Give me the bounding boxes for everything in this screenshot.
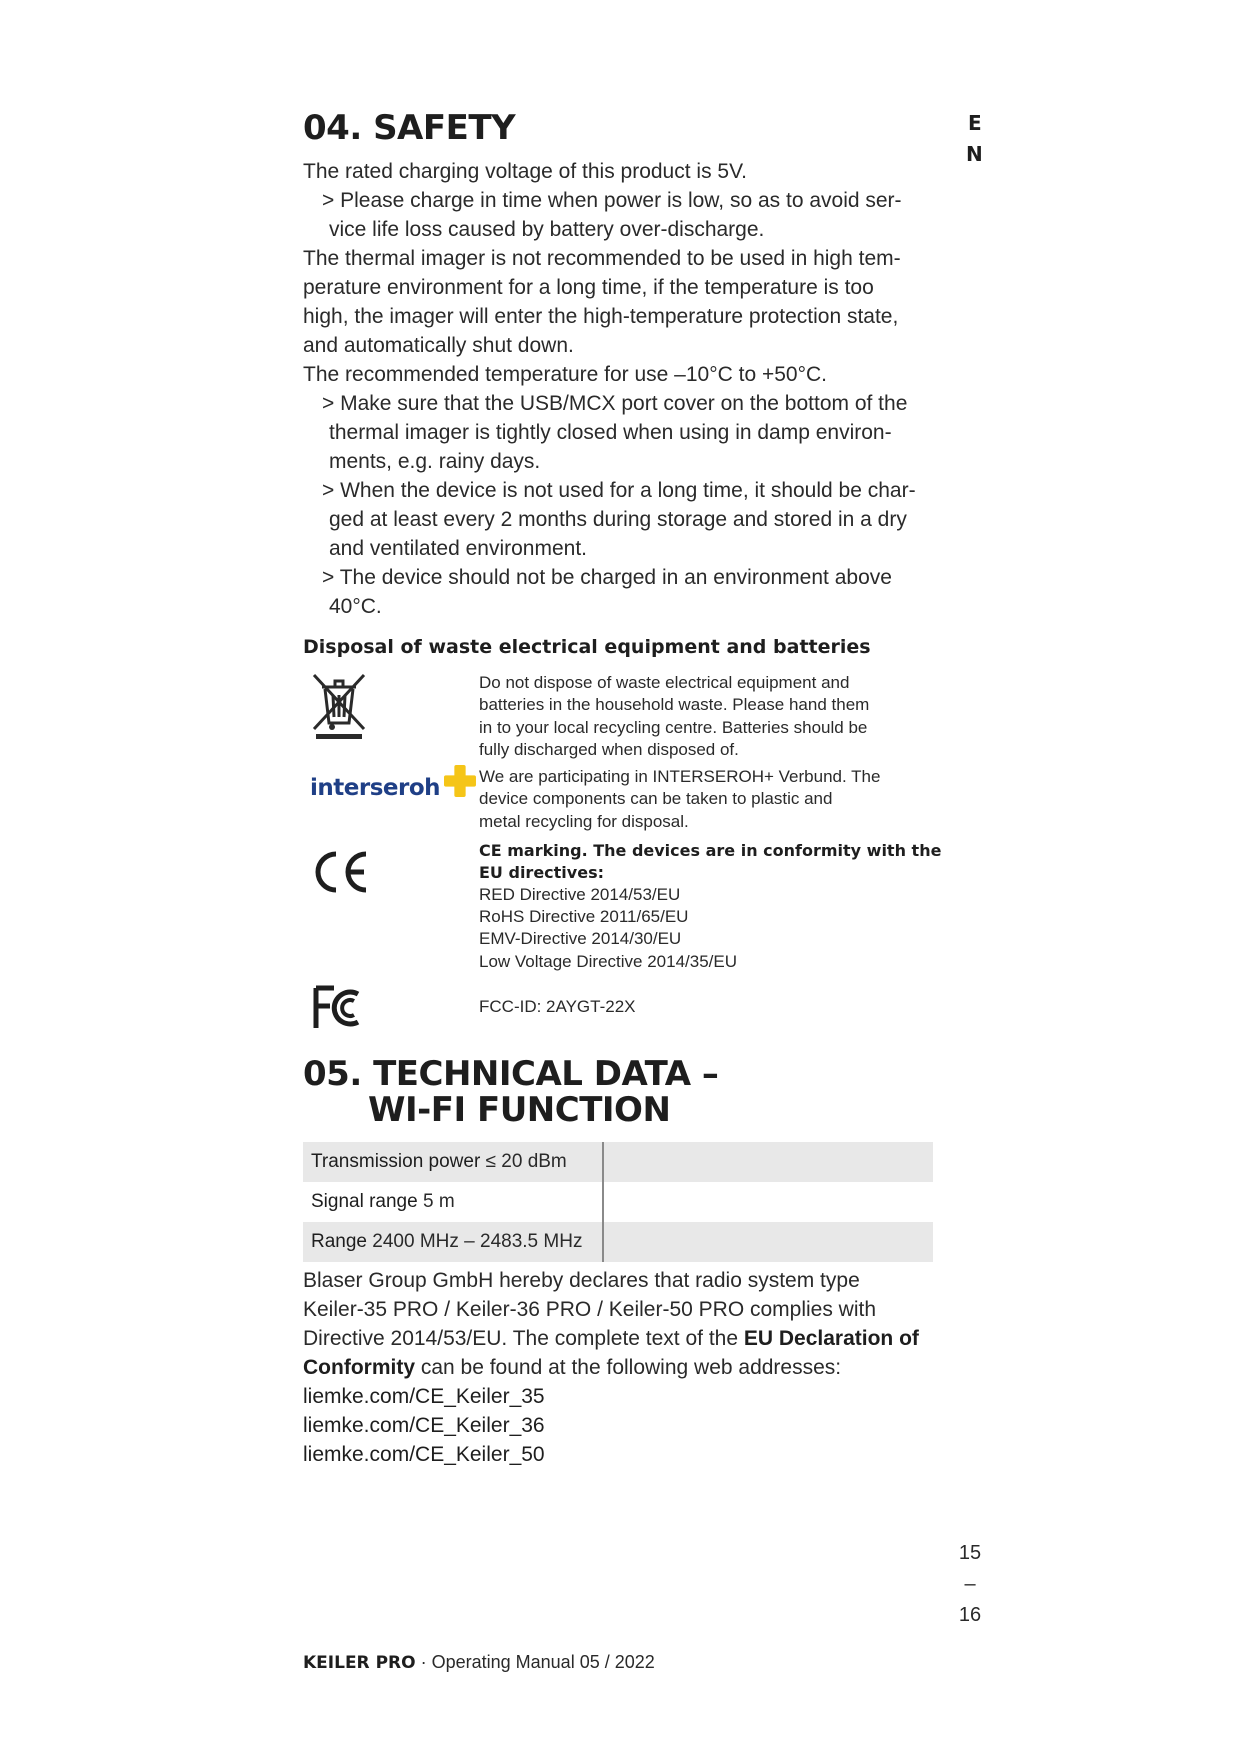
footer-brand: KEILER PRO <box>303 1653 416 1673</box>
ce-directive: RED Directive 2014/53/EU <box>479 885 681 904</box>
safety-line: 40°C. <box>329 595 382 618</box>
interseroh-logo <box>310 766 476 810</box>
footer <box>303 1652 655 1673</box>
safety-line: > The device should not be charged in an environment above <box>322 566 892 589</box>
page-number-separator: – <box>964 1573 976 1595</box>
technical-title-line2: WI-FI FUNCTION <box>368 1090 671 1130</box>
table-cell-empty <box>603 1222 933 1262</box>
footer-separator: · <box>420 1652 427 1672</box>
weee-line: fully discharged when disposed of. <box>479 740 739 759</box>
language-marker-n: N <box>966 142 983 166</box>
row-label: Signal range <box>311 1191 418 1212</box>
declaration-line: Keiler-35 PRO / Keiler-36 PRO / Keiler-50 PRO complies with <box>303 1298 877 1321</box>
table-row <box>303 1142 933 1182</box>
row-label: Range <box>311 1231 367 1252</box>
fcc-id: FCC-ID: 2AYGT-22X <box>479 997 636 1016</box>
ce-directive: EMV-Directive 2014/30/EU <box>479 929 682 948</box>
fcc-logo-icon <box>312 983 372 1033</box>
row-label: Transmission power <box>311 1151 481 1172</box>
weee-line: in to your local recycling centre. Batteries should be <box>479 718 868 737</box>
row-value: ≤ 20 dBm <box>485 1151 567 1172</box>
safety-line: The thermal imager is not recommended to be used in high tem- <box>303 247 901 270</box>
safety-line: > Please charge in time when power is low, so as to avoid ser- <box>322 189 902 212</box>
weee-crossed-bin-icon <box>308 670 374 742</box>
disposal-heading: Disposal of waste electrical equipment and batteries <box>303 636 871 658</box>
declaration-bold: EU Declaration of <box>743 1327 919 1350</box>
weee-line: batteries in the household waste. Please hand them <box>479 695 870 714</box>
table-cell <box>303 1222 603 1262</box>
ce-bold-line: CE marking. The devices are in conformity with the <box>479 841 942 860</box>
table-row <box>303 1182 933 1222</box>
ce-link-keiler-35[interactable]: liemke.com/CE_Keiler_35 <box>303 1385 545 1408</box>
safety-line: ments, e.g. rainy days. <box>329 450 541 473</box>
safety-line: vice life loss caused by battery over-discharge. <box>329 218 765 241</box>
safety-line: The rated charging voltage of this product is 5V. <box>303 160 747 183</box>
page-number-left: 15 <box>958 1542 982 1564</box>
table-row <box>303 1222 933 1262</box>
safety-line: thermal imager is tightly closed when using in damp environ- <box>329 421 892 444</box>
interseroh-line: We are participating in INTERSEROH+ Verbund. The <box>479 767 881 786</box>
ce-directive: RoHS Directive 2011/65/EU <box>479 907 689 926</box>
declaration-line <box>303 1353 841 1382</box>
safety-line: > Make sure that the USB/MCX port cover on the bottom of the <box>322 392 908 415</box>
footer-text: Operating Manual 05 / 2022 <box>431 1652 655 1672</box>
table-cell <box>303 1182 603 1222</box>
ce-link-keiler-50[interactable]: liemke.com/CE_Keiler_50 <box>303 1443 545 1466</box>
table-cell-empty <box>603 1142 933 1182</box>
ce-mark-icon <box>312 848 372 896</box>
technical-data-table <box>303 1142 933 1262</box>
safety-line: The recommended temperature for use –10°C to +50°C. <box>303 363 827 386</box>
declaration-line: Blaser Group GmbH hereby declares that radio system type <box>303 1269 860 1292</box>
language-marker-e: E <box>968 111 982 135</box>
ce-link-keiler-36[interactable]: liemke.com/CE_Keiler_36 <box>303 1414 545 1437</box>
safety-title: 04. SAFETY <box>303 108 516 148</box>
ce-directive: Low Voltage Directive 2014/35/EU <box>479 952 737 971</box>
safety-line: high, the imager will enter the high-temperature protection state, <box>303 305 899 328</box>
safety-line: perature environment for a long time, if the temperature is too <box>303 276 874 299</box>
row-value: 2400 MHz – 2483.5 MHz <box>372 1231 583 1252</box>
declaration-text-part: can be found at the following web addresses: <box>415 1356 842 1379</box>
weee-line: Do not dispose of waste electrical equipment and <box>479 673 850 692</box>
row-value: 5 m <box>422 1191 455 1212</box>
page-number-right: 16 <box>958 1604 982 1626</box>
interseroh-plus-icon <box>444 764 476 798</box>
declaration-line <box>303 1324 919 1353</box>
table-cell-empty <box>603 1182 933 1222</box>
interseroh-logo-text: interseroh <box>310 775 441 801</box>
declaration-bold: Conformity <box>303 1356 415 1379</box>
table-cell <box>303 1142 603 1182</box>
safety-line: and ventilated environment. <box>329 537 587 560</box>
safety-line: ged at least every 2 months during storage and stored in a dry <box>329 508 907 531</box>
declaration-text-part: Directive 2014/53/EU. The complete text of the <box>303 1327 744 1350</box>
technical-title-line1: 05. TECHNICAL DATA – <box>303 1054 719 1094</box>
interseroh-line: device components can be taken to plastic and <box>479 789 833 808</box>
interseroh-line: metal recycling for disposal. <box>479 812 689 831</box>
safety-line: and automatically shut down. <box>303 334 574 357</box>
safety-line: > When the device is not used for a long time, it should be char- <box>322 479 916 502</box>
ce-bold-line: EU directives: <box>479 863 604 882</box>
